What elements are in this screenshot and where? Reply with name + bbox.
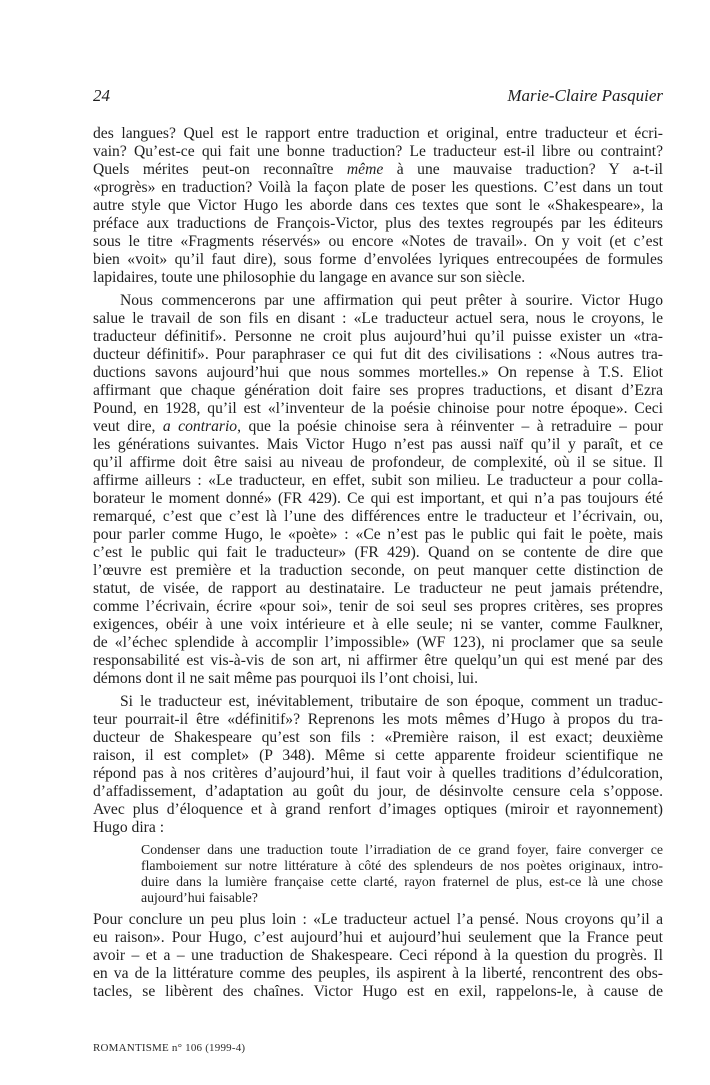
text-line: les générations suivantes. Mais Victor Hugo n’est pas aussi naïf qu’il y paraît, et ce: [93, 436, 663, 453]
text-run: veut dire,: [93, 418, 163, 435]
quote-line: flamboiement sur notre littérature à côté des splendeurs de nos poètes originaux, intro-: [141, 858, 663, 873]
text-line: comme l’écrivain, écrire «pour soi», tenir de soi seul ses propres critères, ses propres: [93, 598, 663, 615]
text-line: [93, 418, 663, 436]
text-line: remarqué, c’est que c’est là l’une des différences entre le traducteur et l’écrivain, ou,: [93, 508, 663, 525]
text-line: d’affadissement, d’adaptation au goût du jour, de désinvolte censure cela s’oppose.: [93, 783, 663, 800]
text-line: responsabilité est vis-à-vis de son art, ni affirmer être quelqu’un qui est mené par des: [93, 652, 663, 669]
quote-line: Condenser dans une traduction toute l’irradiation de ce grand foyer, faire converger ce: [141, 842, 663, 857]
text-line: affirmant que chaque génération doit faire ses propres traductions, et disant d’Ezra: [93, 382, 663, 399]
quote-line: duire dans la lumière française cette clarté, rayon fraternel de plus, est-ce là une chose: [141, 874, 663, 889]
emphasis: même: [346, 161, 384, 178]
paragraph-1: [93, 125, 663, 287]
text-line: traducteur définitif». Personne ne croit plus aujourd’hui qu’il puisse exister un «tra-: [93, 328, 663, 345]
text-line: [93, 161, 663, 179]
paragraph-3: [93, 693, 663, 837]
text-line: Nous commencerons par une affirmation qui peut prêter à sourire. Victor Hugo: [120, 292, 663, 309]
text-line: Si le traducteur est, inévitablement, tributaire de son époque, comment un traduc-: [120, 693, 663, 710]
article-body: [93, 125, 663, 1001]
quote-line: aujourd’hui faisable?: [141, 890, 258, 905]
text-run: Quels mérites peut-on reconnaître: [93, 161, 347, 178]
emphasis: a contrario: [162, 418, 238, 435]
journal-footer: ROMANTISME n° 106 (1999-4): [93, 1042, 246, 1054]
text-line: salue le travail de son fils en disant : «Le traducteur actuel sera, nous le croyons, le: [93, 310, 663, 327]
text-line: de «l’échec splendide à accomplir l’impossible» (WF 123), ni proclamer que sa seule: [93, 634, 663, 651]
running-author: Marie-Claire Pasquier: [507, 86, 663, 105]
text-line: Pound, en 1928, qu’il est «l’inventeur de la poésie chinoise pour notre époque». Ceci: [93, 400, 663, 417]
text-line: tacles, se libèrent des chaînes. Victor Hugo est en exil, rappelons-le, à cause de: [93, 983, 663, 1000]
text-line: ducteur de Shakespeare qu’est son fils : «Première raison, il est exact; deuxième: [93, 729, 663, 746]
text-line: démons dont il ne sait même pas pourquoi ils l’ont choisi, lui.: [93, 670, 479, 687]
text-line: lapidaires, toute une philosophie du langage en avance sur son siècle.: [93, 269, 526, 286]
text-line: avoir – et a – une traduction de Shakespeare. Ceci répond à la question du progrès. Il: [93, 947, 663, 964]
text-line: affirme ailleurs : «Le traducteur, en effet, subit son milieu. Le traducteur a pour colla-: [93, 472, 663, 489]
text-line: préface aux traductions de François-Victor, plus des textes regroupés par les éditeurs: [93, 215, 663, 232]
text-line: bien «voit» qu’il faut dire), sous forme d’envolées lyriques entrecoupées de formules: [93, 251, 663, 268]
text-line: c’est le public qui fait le traducteur» (FR 429). Quand on se contente de dire que: [93, 544, 663, 561]
block-quote: [141, 842, 663, 906]
text-line: ductions savons aujourd’hui que nous sommes mortelles.» On repense à T.S. Eliot: [93, 364, 663, 381]
text-line: vain? Qu’est-ce qui fait une bonne traduction? Le traducteur est-il libre ou contraint?: [93, 143, 663, 160]
text-line: l’œuvre est première et la traduction seconde, on peut manquer cette distinction de: [93, 562, 663, 579]
text-line: ducteur définitif». Pour paraphraser ce qui fut dit des civilisations : «Nous autres tra-: [93, 346, 663, 363]
text-line: teur pourrait-il être «définitif»? Reprenons les mots mêmes d’Hugo à propos du tra-: [93, 711, 663, 728]
paragraph-2: [93, 292, 663, 688]
text-line: pour parler comme Hugo, le «poète» : «Ce n’est pas le public qui fait le poète, mais: [93, 526, 663, 543]
text-run: à une mauvaise traduction? Y a-t-il: [383, 161, 663, 178]
text-line: Avec plus d’éloquence et à grand renfort d’images optiques (miroir et rayonnement): [93, 801, 663, 818]
text-line: autre style que Victor Hugo les aborde dans ces textes que sont le «Shakespeare», la: [93, 197, 663, 214]
text-line: en va de la littérature comme des peuples, ils aspirent à la liberté, rencontrent des obs-: [93, 965, 663, 982]
text-line: statut, de visée, de rapport au destinataire. Le traducteur ne peut jamais prétendre,: [93, 580, 663, 597]
text-line: exigences, obéir à une voix intérieure et à elle seule; ni se vanter, comme Faulkner,: [93, 616, 663, 633]
text-line: raison, il est complet» (P 348). Même si cette apparente froideur scientifique ne: [93, 747, 663, 764]
text-line: sous le titre «Fragments réservés» ou encore «Notes de travail». On y voit (et c’est: [93, 233, 663, 250]
text-line: «progrès» en traduction? Voilà la façon plate de poser les questions. C’est dans un tout: [93, 179, 663, 196]
page-number: 24: [93, 86, 110, 105]
text-line: Hugo dira :: [93, 819, 165, 836]
text-line: des langues? Quel est le rapport entre traduction et original, entre traducteur et écri-: [93, 125, 663, 142]
text-line: répond pas à nos critères d’aujourd’hui, il faut voir à quelles traditions d’édulcoration,: [93, 765, 663, 782]
text-line: qu’il affirme doit être saisi au niveau de profondeur, de complexité, où il se situe. Il: [93, 454, 663, 471]
text-line: eu raison». Pour Hugo, c’est aujourd’hui et aujourd’hui seulement que la France peut: [93, 929, 663, 946]
text-line: Pour conclure un peu plus loin : «Le traducteur actuel l’a pensé. Nous croyons qu’il a: [93, 911, 663, 928]
paragraph-4: [93, 911, 663, 1001]
running-header: [93, 85, 663, 107]
text-run: , que la poésie chinoise sera à réinventer – à retraduire – pour: [237, 418, 664, 435]
text-line: borateur le moment donné» (FR 429). Ce qui est important, et qui n’a pas toujours été: [93, 490, 663, 507]
